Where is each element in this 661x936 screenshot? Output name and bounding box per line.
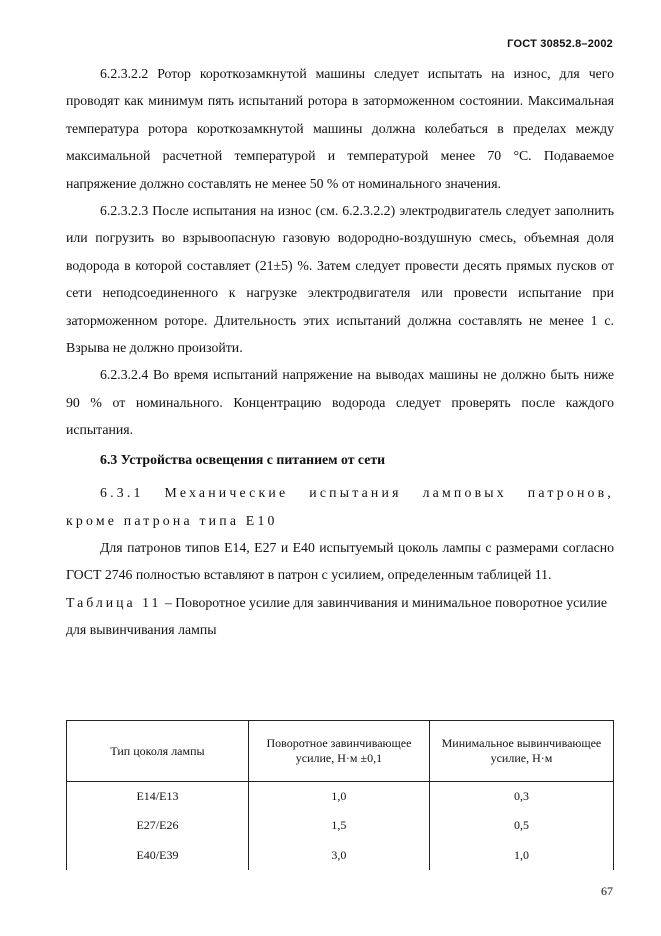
table-caption xyxy=(66,589,614,644)
cell-min-unscrew-torque: 0,5 xyxy=(429,811,613,840)
paragraph-6-2-3-2-4: 6.2.3.2.4 Во время испытаний напряжение на выводах машины не должно быть ниже 90 % от номинального. Концентрацию водорода следует проверять после каждого испытания. xyxy=(66,367,614,438)
paragraph-6-2-3-2-2: 6.2.3.2.2 Ротор короткозамкнутой машины следует испытать на износ, для чего проводят как минимум пять испытаний ротора в заторможенном состоянии. Максимальная температура ротора короткозамкнутой машины должна колебаться в пределах между максимальной расчетной температурой и температурой менее 70 °С. Подаваемое напряжение должно составлять не менее 50 % от номинального значения. xyxy=(66,66,614,191)
table-header-row xyxy=(67,721,614,782)
cell-cap-type: Е27/Е26 xyxy=(67,811,249,840)
header-screw-in-torque: Поворотное завинчивающее усилие, Н·м ±0,1 xyxy=(248,721,429,782)
table-row xyxy=(67,811,614,840)
cell-screw-in-torque: 1,0 xyxy=(248,782,429,812)
cell-min-unscrew-torque: 1,0 xyxy=(429,840,613,870)
table-caption-text: – Поворотное усилие для завинчивания и минимальное поворотное усилие для вывинчивания лампы xyxy=(66,594,608,638)
paragraph-6-2-3-2-3: 6.2.3.2.3 После испытания на износ (см. 6.2.3.2.2) электродвигатель следует заполнить или погрузить во взрывоопасную газовую водородно-воздушную смесь, объемная доля водорода в которой составляет (21±5) %. Затем следует провести десять прямых пусков от сети неподсоединенного к нагрузке электродвигателя или провести испытание при заторможенном роторе. Длительность этих испытаний должна составлять не менее 1 с. Взрыва не должно произойти. xyxy=(66,203,614,356)
cell-min-unscrew-torque: 0,3 xyxy=(429,782,613,812)
cell-cap-type: Е14/Е13 xyxy=(67,782,249,812)
header-cap-type: Тип цоколя лампы xyxy=(67,721,249,782)
table-label: Таблица 11 xyxy=(66,594,162,610)
cell-screw-in-torque: 3,0 xyxy=(248,840,429,870)
page-body xyxy=(66,60,614,644)
table-row xyxy=(67,840,614,870)
cell-screw-in-torque: 1,5 xyxy=(248,811,429,840)
paragraph-lamp-caps: Для патронов типов Е14, Е27 и Е40 испытуемый цоколь лампы с размерами согласно ГОСТ 2746 полностью вставляют в патрон с усилием, определенным таблицей 11. xyxy=(66,539,614,583)
table-row xyxy=(67,782,614,812)
header-min-unscrew-torque: Минимальное вывинчивающее усилие, Н·м xyxy=(429,721,613,782)
page-number: 67 xyxy=(601,884,613,898)
cell-cap-type: Е40/Е39 xyxy=(67,840,249,870)
subsection-heading-6-3-1: 6.3.1 Механические испытания ламповых патронов, кроме патрона типа Е10 xyxy=(66,485,614,528)
section-heading-6-3: 6.3 Устройства освещения с питанием от сети xyxy=(100,451,386,467)
document-header: ГОСТ 30852.8–2002 xyxy=(507,38,613,50)
torque-table xyxy=(66,720,614,870)
